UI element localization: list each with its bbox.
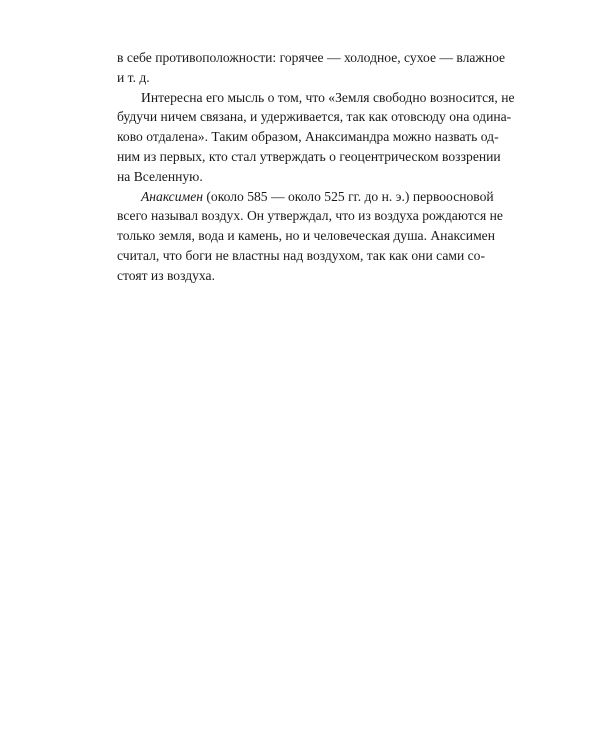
text-line: ним из первых, кто стал утверждать о геоцентрическом воззрении [117, 148, 501, 164]
text-line: и т. д. [117, 69, 150, 85]
text-line: в себе противоположности: горячее — холодное, сухое — влажное [117, 50, 506, 65]
text-line: стоят из воздуха. [117, 267, 215, 283]
body-text [117, 48, 515, 286]
paragraph-2 [117, 88, 515, 187]
text-line: Интересна его мысль о том, что «Земля свободно возносится, не [141, 89, 515, 105]
paragraph-1 [117, 48, 506, 88]
paragraph-3 [117, 187, 503, 286]
text-line [117, 187, 494, 207]
text-line: только земля, вода и камень, но и человеческая душа. Анаксимен [117, 228, 495, 244]
text-line-rest: (около 585 — около 525 гг. до н. э.) первоосновой [202, 188, 494, 204]
text-line: на Вселенную. [117, 168, 203, 184]
italic-term: Анаксимен [141, 188, 203, 204]
text-line: будучи ничем связана, и удерживается, так как отовсюду она одина- [117, 109, 512, 125]
text-line: всего называл воздух. Он утверждал, что из воздуха рождаются не [117, 208, 503, 224]
text-line: ково отдалена». Таким образом, Анаксимандра можно назвать од- [117, 129, 499, 145]
text-line: считал, что боги не властны над воздухом, так как они сами со- [117, 247, 485, 263]
